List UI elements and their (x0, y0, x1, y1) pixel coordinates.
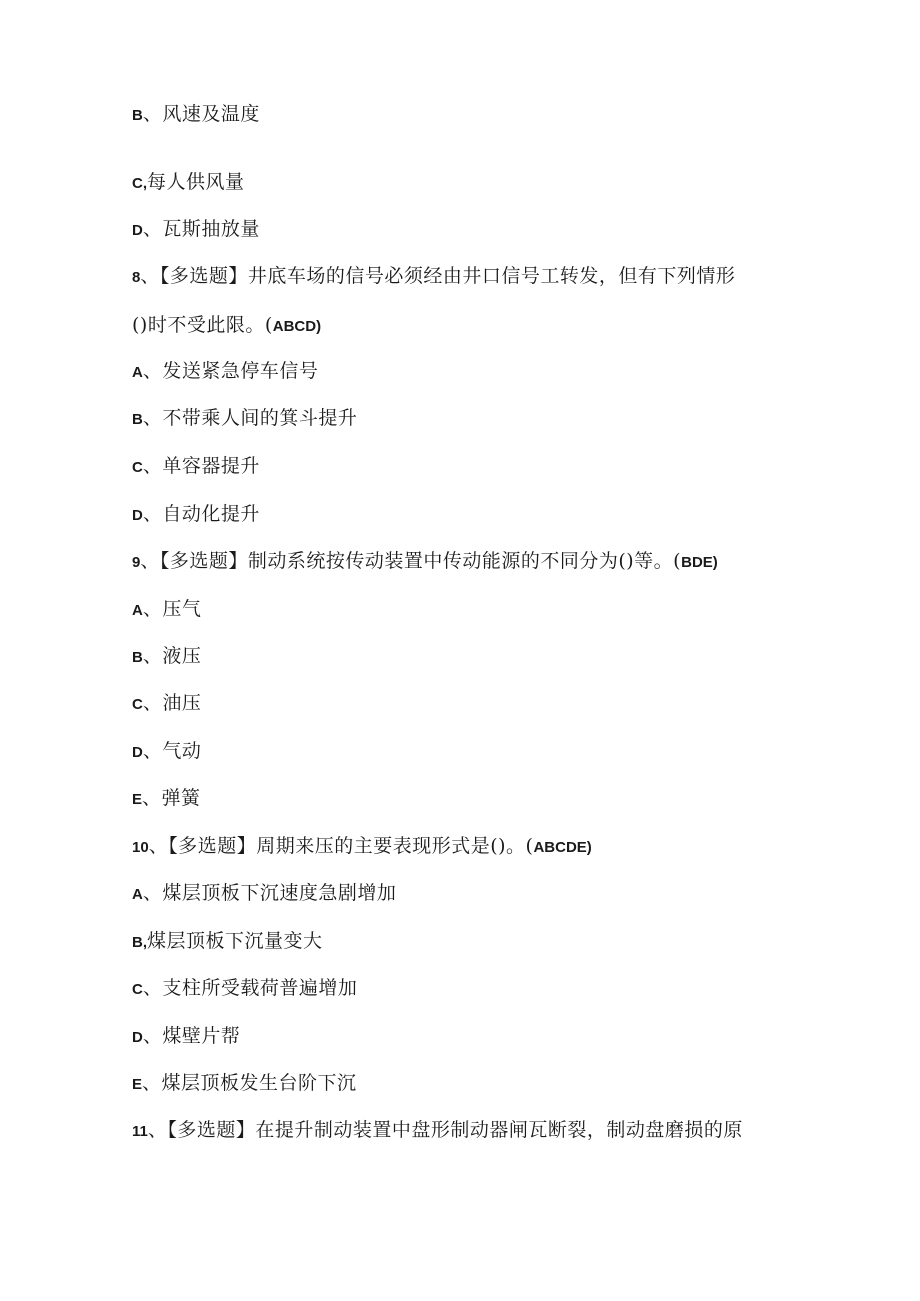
separator: 、 (148, 835, 169, 857)
line-text: 煤壁片帮 (162, 1025, 241, 1047)
text-line (132, 102, 260, 128)
text-line (132, 502, 260, 528)
text-line (132, 454, 260, 480)
text-line (132, 264, 735, 290)
item-marker: D (132, 1029, 143, 1046)
text-line (132, 786, 201, 812)
line-text: 液压 (162, 645, 202, 667)
separator: 、 (142, 1072, 162, 1094)
text-line (132, 929, 323, 955)
text-line (132, 644, 201, 670)
line-text: 发送紧急停车信号 (162, 360, 319, 382)
item-marker: A (132, 364, 143, 381)
text-line (132, 313, 321, 339)
item-marker: A (132, 886, 143, 903)
separator: 、 (142, 455, 163, 477)
item-marker: E (132, 1076, 143, 1093)
item-marker: B, (132, 934, 147, 951)
line-text: 每人供风量 (147, 171, 245, 193)
item-marker: A (132, 602, 143, 619)
line-text: 【多选题】周期来压的主要表现形式是()。( (168, 835, 534, 857)
item-marker: D (132, 222, 143, 239)
line-text: 【多选题】井底车场的信号必须经由井口信号工转发，但有下列情形 (159, 265, 736, 287)
item-marker: 11 (132, 1123, 148, 1140)
separator: 、 (142, 407, 163, 429)
text-line (132, 217, 260, 243)
text-line (132, 406, 357, 432)
separator: 、 (140, 265, 160, 287)
item-marker: B (132, 107, 143, 124)
separator: 、 (142, 692, 163, 714)
line-text: ()时不受此限。( (132, 314, 273, 336)
separator: 、 (142, 218, 163, 240)
item-marker: D (132, 744, 143, 761)
text-line (132, 549, 718, 575)
line-text: 【多选题】在提升制动装置中盘形制动器闸瓦断裂，制动盘磨损的原 (167, 1119, 743, 1141)
item-marker: 8 (132, 269, 141, 286)
line-text: 煤层顶板下沉量变大 (147, 930, 323, 952)
line-text: 瓦斯抽放量 (162, 218, 260, 240)
item-marker: E (132, 791, 143, 808)
line-text: 气动 (162, 740, 202, 762)
separator: 、 (142, 103, 163, 125)
separator: 、 (142, 787, 162, 809)
line-text: 自动化提升 (162, 503, 260, 525)
text-line (132, 1071, 357, 1097)
separator: 、 (142, 740, 163, 762)
text-line (132, 359, 318, 385)
text-line (132, 597, 201, 623)
item-marker: C (132, 981, 143, 998)
separator: 、 (142, 360, 163, 382)
text-line (132, 881, 396, 907)
separator: 、 (142, 977, 163, 999)
text-line (132, 1118, 743, 1144)
text-line (132, 739, 201, 765)
item-marker: 10 (132, 839, 149, 856)
separator: 、 (140, 550, 160, 572)
line-text: 煤层顶板发生台阶下沉 (161, 1072, 357, 1094)
line-text: 单容器提升 (162, 455, 260, 477)
line-text: 弹簧 (161, 787, 201, 809)
item-marker: D (132, 507, 143, 524)
separator: 、 (142, 645, 163, 667)
item-marker: B (132, 411, 143, 428)
text-line (132, 976, 357, 1002)
item-marker: B (132, 649, 143, 666)
separator: 、 (147, 1119, 168, 1141)
text-line (132, 834, 592, 860)
item-marker: C (132, 696, 143, 713)
item-marker: C, (132, 175, 147, 192)
separator: 、 (142, 1025, 163, 1047)
line-text: 【多选题】制动系统按传动装置中传动能源的不同分为()等。( (159, 550, 682, 572)
separator: 、 (142, 882, 163, 904)
item-marker: 9 (132, 554, 141, 571)
answer-key: BDE) (681, 554, 718, 571)
text-line (132, 691, 201, 717)
line-text: 支柱所受载荷普遍增加 (162, 977, 358, 999)
item-marker: C (132, 459, 143, 476)
text-line (132, 170, 245, 196)
separator: 、 (142, 598, 163, 620)
separator: 、 (142, 503, 163, 525)
line-text: 油压 (162, 692, 202, 714)
line-text: 不带乘人间的箕斗提升 (162, 407, 358, 429)
answer-key: ABCDE) (533, 839, 592, 856)
answer-key: ABCD) (272, 318, 322, 335)
text-line (132, 1024, 240, 1050)
line-text: 煤层顶板下沉速度急剧增加 (162, 882, 397, 904)
line-text: 风速及温度 (162, 103, 260, 125)
line-text: 压气 (162, 598, 202, 620)
